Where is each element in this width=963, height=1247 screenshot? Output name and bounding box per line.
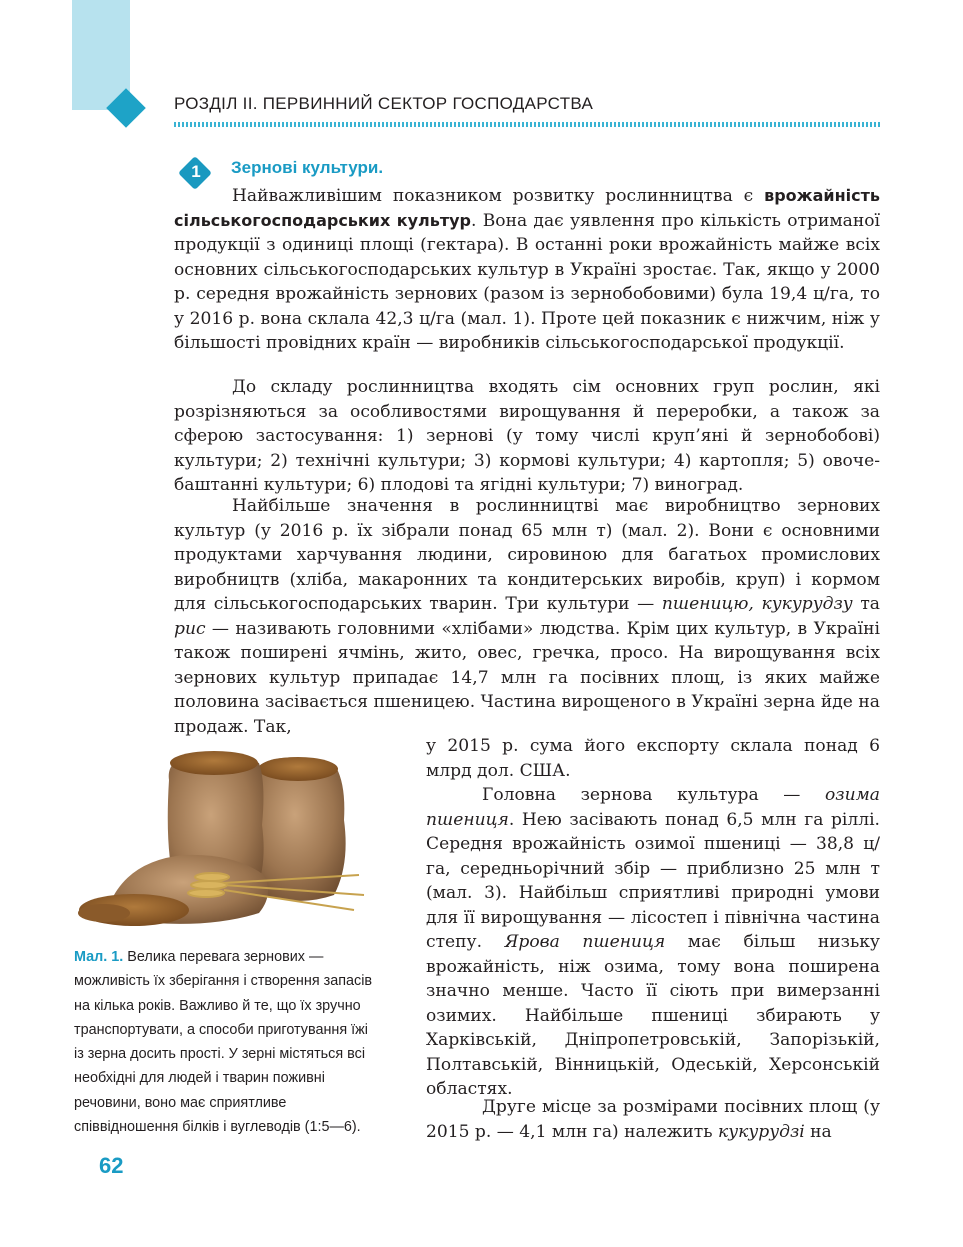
paragraph-groups: До складу рослинництва входять сім основних груп рослин, які розрізняються за особливостями вирощування й переробки, а також за сферою застосування: 1) зернові (у тому числі круп’яні й зернобобові) культури; 2) технічні культури; 3) кормові культури; 4) картопля; 5) овоче-баштанні культури; 6) плодові та ягідні культури; 7) виноград. <box>174 377 880 495</box>
page-number: 62 <box>99 1153 124 1178</box>
header-dotted-rule <box>174 122 880 127</box>
figure-caption: Мал. 1. Велика перевага зернових — можливість їх зберігання і створення запасів на кілька років. Важливо й те, що їх зручно транспортувати, а способи приготування їжі із зерна досить прості. У зерні містяться всі необхідні для людей і тварин поживні речовини, воно має сприятливе співвідношення білків і вуглеводів (1:5—6). <box>74 949 373 1136</box>
figure-label: Мал. 1. <box>74 949 124 965</box>
paragraph-wheat: Головна зернова культура — озима пшениця. Нею засівають понад 6,5 млн га ріллі. Середня врожайність озимої пшениці — 38,8 ц/га, середньорічний збір — приблизно 25 млн т (мал. 3). Найбільш сприятливі природні умови для її вирощування — лісостеп і північна частина степу. Ярова пшениця має більш низьку врожайність, ніж озима, тому вона поширена значно менше. Часто її сіють при вимерзанні озимих. Найбільше пшениці збирають у Харківській, Дніпропетровській, Запорізькій, Полтавській, Вінницькій, Одеській, Херсонській областях. <box>426 785 880 1099</box>
section-number: 1 <box>191 162 201 181</box>
section-header: РОЗДІЛ ІІ. ПЕРВИННИЙ СЕКТОР ГОСПОДАРСТВА <box>174 94 594 113</box>
paragraph-yield: Найважливішим показником розвитку рослинництва є врожайність сільськогосподарських культур. Вона дає уявлення про кількість отриманої продукції з одиниці площі (гектара). В останні роки врожайність майже всіх основних сільськогосподарських культур в Україні зростає. Так, якщо у 2000 р. середня врожайність зернових (разом із зернобобовими) була 19,4 ц/га, то у 2016 р. вона склала 42,3 ц/га (мал. 1). Проте цей показник є нижчим, ніж у більшості провідних країн — виробників сільськогосподарської продукції. <box>174 186 880 353</box>
paragraph-grain: Найбільше значення в рослинництві має виробництво зернових культур (у 2016 р. їх зібрали понад 65 млн т) (мал. 2). Вони є основними продуктами харчування людини, сировиною для багатьох промислових виробництв (хліба, макаронних та кондитерських виробів, круп) і кормом для сільськогосподарських тварин. Три культури — пшеницю, кукурудзу та рис — називають головними «хлібами» людства. Крім цих культур, в Україні також поширені ячмінь, жито, овес, гречка, просо. На вирощування всіх зернових культур припадає 14,7 млн га посівних площ, із яких майже половина засівається пшеницею. Частина вирощеного в Україні зерна йде на продаж. Так, <box>174 496 880 737</box>
paragraph-corn: Друге місце за розмірами посівних площ (у 2015 р. — 4,1 млн га) належить кукурудзі на <box>426 1097 880 1142</box>
paragraph-export: у 2015 р. сума його експорту склала понад 6 млрд дол. США. <box>426 736 880 781</box>
grain-sacks-photo <box>74 745 386 930</box>
term-bold: врожайність сільськогосподарських культур <box>174 186 880 230</box>
section-title: Зернові культури. <box>231 158 384 177</box>
